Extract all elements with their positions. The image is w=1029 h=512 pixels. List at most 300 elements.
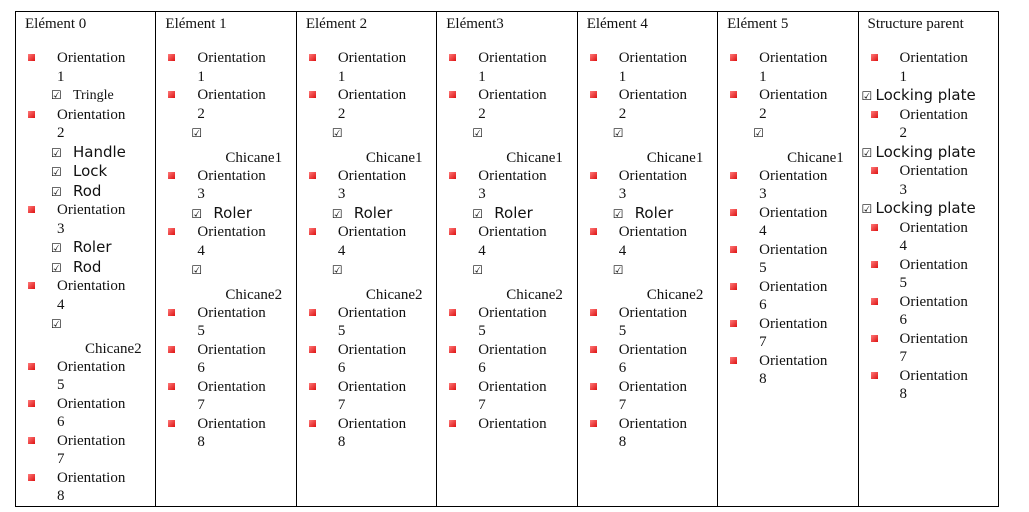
list-item <box>16 49 155 106</box>
orientation-number: 5 <box>197 323 205 339</box>
orientation-number: 8 <box>57 488 65 504</box>
orientation-number: 1 <box>759 68 767 85</box>
orientation-number: 5 <box>618 323 627 339</box>
bullet-icon <box>449 309 456 316</box>
orientation-number: 2 <box>899 125 908 141</box>
orientation-list <box>16 49 155 506</box>
orientation-label: Orientation <box>57 395 126 412</box>
component-item <box>51 86 155 106</box>
orientation-number: 2 <box>618 105 627 122</box>
orientation-number: 1 <box>197 68 205 85</box>
list-item <box>156 415 295 452</box>
orientation-number: 8 <box>197 434 205 450</box>
list-item <box>156 167 295 224</box>
component-item <box>191 260 295 280</box>
orientation-list <box>437 49 576 433</box>
orientation-label: Orientation <box>197 304 266 321</box>
list-item <box>718 167 857 204</box>
component-item <box>472 204 576 224</box>
list-item <box>578 415 717 452</box>
component-label: Rod <box>73 257 102 276</box>
chicane-label: Chicane1 <box>506 149 563 166</box>
bullet-icon <box>590 54 597 61</box>
component-item <box>862 143 998 163</box>
checkbox-icon[interactable]: ☑ <box>331 206 343 221</box>
bullet-icon <box>449 54 456 61</box>
bullet-icon <box>449 91 456 98</box>
component-list <box>331 123 436 143</box>
orientation-label: Orientation <box>618 224 688 240</box>
orientation-list <box>578 49 717 452</box>
orientation-number: 7 <box>197 397 205 413</box>
bullet-icon <box>590 91 597 98</box>
list-item <box>718 241 857 278</box>
list-item <box>156 304 295 341</box>
bullet-icon <box>871 224 878 231</box>
component-list <box>612 203 717 224</box>
list-item <box>437 304 576 341</box>
orientation-number: 6 <box>478 360 486 376</box>
orientation-label: Orientation <box>337 415 407 432</box>
column-header: Elément 2 <box>305 16 368 32</box>
list-item <box>16 201 155 277</box>
bullet-icon <box>871 54 878 61</box>
checkbox-icon[interactable]: ☑ <box>472 126 484 140</box>
bullet-icon <box>871 111 878 118</box>
component-label: Roler <box>73 238 112 256</box>
checkbox-icon[interactable]: ☑ <box>51 317 62 331</box>
orientation-number: 4 <box>478 242 486 259</box>
orientation-label: Orientation <box>337 341 407 358</box>
list-item <box>16 432 155 469</box>
list-item <box>859 293 998 330</box>
orientation-label: Orientation <box>57 432 126 449</box>
component-label: Tringle <box>73 88 114 103</box>
bullet-icon <box>28 437 35 444</box>
orientation-label: Orientation <box>57 469 126 486</box>
checkbox-icon[interactable]: ☑ <box>51 165 62 179</box>
bullet-icon <box>168 54 175 61</box>
orientation-label: Orientation <box>618 50 688 66</box>
orientation-label: Orientation <box>478 415 547 432</box>
list-item <box>437 223 576 304</box>
orientation-label: Orientation <box>197 167 266 184</box>
component-item <box>191 204 295 224</box>
column-1 <box>156 12 296 507</box>
column-header: Elément 1 <box>165 16 227 32</box>
orientation-number: 2 <box>197 105 205 122</box>
checkbox-icon[interactable]: ☑ <box>612 206 624 221</box>
component-item <box>332 204 436 224</box>
list-item <box>718 204 857 241</box>
list-item <box>859 162 998 219</box>
component-label: Rod <box>73 181 102 200</box>
orientation-list <box>859 49 998 404</box>
orientation-label: Orientation <box>197 224 266 240</box>
component-item <box>51 143 155 163</box>
orientation-number: 1 <box>899 68 908 85</box>
component-item <box>472 123 576 143</box>
component-item <box>51 314 155 334</box>
orientation-number: 3 <box>57 220 65 237</box>
orientation-number: 6 <box>618 360 627 376</box>
list-item <box>156 223 295 304</box>
list-item <box>718 278 857 315</box>
list-item <box>578 341 717 378</box>
component-list <box>51 142 155 202</box>
orientation-number: 6 <box>57 414 65 430</box>
orientation-number: 5 <box>337 323 346 339</box>
list-item <box>718 315 857 352</box>
component-item <box>191 123 295 143</box>
orientation-number: 3 <box>337 186 346 202</box>
orientation-number: 8 <box>759 371 767 387</box>
bullet-icon <box>730 357 737 364</box>
orientation-number: 3 <box>759 186 767 202</box>
orientation-label: Orientation <box>57 202 126 218</box>
orientation-label: Orientation <box>197 50 266 66</box>
chicane-label: Chicane2 <box>365 286 423 303</box>
component-list <box>861 199 998 219</box>
list-item <box>578 86 717 167</box>
chicane-label: Chicane2 <box>85 340 142 357</box>
list-item <box>437 341 576 378</box>
component-list <box>472 260 576 280</box>
bullet-icon <box>309 91 316 98</box>
orientation-number: 1 <box>337 68 346 85</box>
orientation-number: 3 <box>478 186 486 202</box>
orientation-label: Orientation <box>899 50 968 66</box>
orientation-list <box>156 49 295 452</box>
orientation-label: Orientation <box>337 224 407 240</box>
component-list <box>861 86 998 106</box>
orientation-label: Orientation <box>337 378 407 395</box>
bullet-icon <box>28 474 35 481</box>
bullet-icon <box>168 172 175 179</box>
orientation-label: Orientation <box>759 50 828 66</box>
list-item <box>16 106 155 202</box>
orientation-number: 3 <box>899 181 908 198</box>
component-list <box>472 123 576 143</box>
orientation-label: Orientation <box>899 256 968 273</box>
list-item <box>578 49 717 86</box>
component-list <box>612 260 717 280</box>
orientation-label: Orientation <box>899 106 968 123</box>
list-item <box>297 378 436 415</box>
column-header: Structure parent <box>867 16 964 32</box>
checkbox-icon[interactable]: ☑ <box>612 263 624 277</box>
component-label: Roler <box>213 203 252 222</box>
column-5 <box>718 12 858 507</box>
bullet-icon <box>590 383 597 390</box>
orientation-number: 7 <box>899 349 908 365</box>
component-list <box>472 203 576 224</box>
orientation-number: 7 <box>57 451 65 467</box>
component-list <box>612 123 717 143</box>
orientation-number: 6 <box>197 360 205 376</box>
orientation-label: Orientation <box>618 304 688 321</box>
orientation-label: Orientation <box>478 50 547 66</box>
list-item <box>578 378 717 415</box>
orientation-number: 8 <box>618 434 627 450</box>
component-list <box>191 203 295 224</box>
component-item <box>613 260 717 280</box>
orientation-number: 5 <box>478 323 486 339</box>
component-list <box>331 203 436 224</box>
bullet-icon <box>730 91 737 98</box>
orientation-label: Orientation <box>899 219 968 236</box>
orientation-label: Orientation <box>478 378 547 395</box>
bullet-icon <box>449 383 456 390</box>
orientation-label: Orientation <box>337 304 407 321</box>
orientation-label: Orientation <box>197 341 266 358</box>
chicane-label: Chicane2 <box>506 286 563 303</box>
list-item <box>156 378 295 415</box>
orientation-label: Orientation <box>57 106 126 123</box>
list-item <box>16 277 155 358</box>
orientation-label: Orientation <box>899 367 968 384</box>
orientation-number: 1 <box>57 68 65 85</box>
orientation-label: Orientation <box>618 87 688 103</box>
checkbox-icon[interactable]: ☑ <box>861 145 873 160</box>
orientation-number: 4 <box>57 296 65 313</box>
bullet-icon <box>28 363 35 370</box>
orientation-number: 6 <box>899 312 908 328</box>
list-item <box>578 167 717 224</box>
orientation-number: 2 <box>759 105 767 122</box>
checkbox-icon[interactable]: ☑ <box>753 126 764 140</box>
bullet-icon <box>309 346 316 353</box>
orientation-label: Orientation <box>337 87 407 103</box>
checkbox-icon[interactable]: ☑ <box>191 126 203 140</box>
list-item <box>859 106 998 163</box>
orientation-number: 2 <box>478 105 486 122</box>
orientation-label: Orientation <box>759 87 828 103</box>
list-item <box>156 86 295 167</box>
bullet-icon <box>309 172 316 179</box>
orientation-number: 5 <box>57 377 65 393</box>
bullet-icon <box>449 346 456 353</box>
orientation-label: Orientation <box>197 415 266 432</box>
component-item <box>613 204 717 224</box>
component-list <box>861 142 998 163</box>
bullet-icon <box>730 320 737 327</box>
orientation-label: Orientation <box>478 224 547 240</box>
component-label: Locking plate <box>875 199 976 217</box>
orientation-label: Orientation <box>618 415 688 432</box>
component-list <box>331 260 436 280</box>
orientation-label: Orientation <box>57 50 126 66</box>
checkbox-icon[interactable]: ☑ <box>331 263 343 277</box>
checkbox-icon[interactable]: ☑ <box>861 202 873 216</box>
orientation-number: 8 <box>899 386 908 402</box>
bullet-icon <box>28 206 35 213</box>
list-item <box>437 415 576 434</box>
list-item <box>859 330 998 367</box>
orientation-number: 2 <box>57 125 65 141</box>
list-item <box>718 86 857 167</box>
bullet-icon <box>730 246 737 253</box>
orientation-label: Orientation <box>478 304 547 321</box>
orientation-label: Orientation <box>759 315 828 332</box>
bullet-icon <box>590 420 597 427</box>
orientation-label: Orientation <box>337 50 407 66</box>
component-item <box>332 260 436 280</box>
list-item <box>437 86 576 167</box>
orientation-label: Orientation <box>478 341 547 358</box>
orientation-number: 5 <box>899 275 908 291</box>
bullet-icon <box>309 383 316 390</box>
bullet-icon <box>309 228 316 235</box>
bullet-icon <box>730 283 737 290</box>
component-label: Handle <box>73 142 126 161</box>
list-item <box>437 49 576 86</box>
component-label: Roler <box>494 203 533 222</box>
element-table <box>15 11 999 507</box>
component-item <box>332 123 436 143</box>
orientation-number: 4 <box>197 242 205 259</box>
component-label: Locking plate <box>875 142 976 161</box>
component-label: Locking plate <box>875 86 976 104</box>
component-item <box>472 260 576 280</box>
list-item <box>297 415 436 452</box>
orientation-number: 1 <box>618 68 627 85</box>
chicane-label: Chicane1 <box>787 149 844 166</box>
orientation-label: Orientation <box>478 87 547 103</box>
component-label: Roler <box>634 203 674 222</box>
column-0 <box>16 12 156 507</box>
orientation-number: 7 <box>759 334 767 350</box>
list-item <box>297 341 436 378</box>
orientation-label: Orientation <box>618 378 688 395</box>
orientation-label: Orientation <box>197 378 266 395</box>
checkbox-icon[interactable]: ☑ <box>51 260 62 275</box>
bullet-icon <box>730 54 737 61</box>
bullet-icon <box>28 111 35 118</box>
checkbox-icon[interactable]: ☑ <box>191 206 203 221</box>
checkbox-icon[interactable]: ☑ <box>612 126 624 140</box>
component-item <box>613 123 717 143</box>
orientation-label: Orientation <box>899 293 968 310</box>
list-item <box>297 223 436 304</box>
bullet-icon <box>871 167 878 174</box>
orientation-label: Orientation <box>759 241 828 258</box>
column-3 <box>437 12 577 507</box>
component-item <box>51 238 155 258</box>
list-item <box>297 49 436 86</box>
bullet-icon <box>590 309 597 316</box>
orientation-list <box>297 49 436 452</box>
list-item <box>718 352 857 389</box>
list-item <box>156 49 295 86</box>
bullet-icon <box>28 54 35 61</box>
list-item <box>718 49 857 86</box>
checkbox-icon[interactable]: ☑ <box>51 184 62 199</box>
table-row <box>16 12 999 507</box>
list-item <box>437 167 576 224</box>
orientation-label: Orientation <box>899 330 968 347</box>
orientation-label: Orientation <box>337 167 407 184</box>
chicane-label: Chicane1 <box>365 149 423 166</box>
checkbox-icon[interactable]: ☑ <box>472 263 484 277</box>
list-item <box>859 49 998 106</box>
component-item <box>51 162 155 182</box>
column-4 <box>577 12 717 507</box>
orientation-label: Orientation <box>759 352 828 369</box>
component-list <box>191 123 295 143</box>
orientation-number: 6 <box>759 297 767 313</box>
list-item <box>297 167 436 224</box>
bullet-icon <box>28 282 35 289</box>
checkbox-icon[interactable]: ☑ <box>861 89 873 103</box>
chicane-label: Chicane2 <box>646 286 704 303</box>
component-list <box>51 314 155 334</box>
bullet-icon <box>449 172 456 179</box>
orientation-label: Orientation <box>57 278 126 294</box>
orientation-number: 8 <box>337 434 346 450</box>
bullet-icon <box>168 346 175 353</box>
component-list <box>753 123 857 143</box>
column-header: Elément3 <box>446 16 504 32</box>
bullet-icon <box>871 335 878 342</box>
checkbox-icon[interactable]: ☑ <box>331 126 343 140</box>
list-item <box>859 256 998 293</box>
component-item <box>753 123 857 143</box>
orientation-number: 4 <box>618 242 627 259</box>
list-item <box>437 378 576 415</box>
bullet-icon <box>590 172 597 179</box>
checkbox-icon[interactable]: ☑ <box>51 88 62 102</box>
component-item <box>862 86 998 106</box>
bullet-icon <box>871 261 878 268</box>
bullet-icon <box>590 346 597 353</box>
orientation-label: Orientation <box>478 167 547 184</box>
bullet-icon <box>590 228 597 235</box>
bullet-icon <box>309 309 316 316</box>
bullet-icon <box>871 372 878 379</box>
orientation-number: 4 <box>337 242 346 259</box>
list-item <box>16 469 155 506</box>
component-label: Roler <box>353 203 393 222</box>
column-header: Elément 4 <box>586 16 648 32</box>
checkbox-icon[interactable]: ☑ <box>51 145 62 160</box>
component-item <box>51 182 155 202</box>
bullet-icon <box>730 172 737 179</box>
orientation-label: Orientation <box>618 341 688 358</box>
chicane-label: Chicane1 <box>646 149 704 166</box>
checkbox-icon[interactable]: ☑ <box>472 206 484 221</box>
bullet-icon <box>168 228 175 235</box>
orientation-number: 7 <box>618 397 627 413</box>
orientation-label: Orientation <box>899 163 968 179</box>
checkbox-icon[interactable]: ☑ <box>191 263 203 277</box>
orientation-number: 7 <box>478 397 486 413</box>
component-item <box>862 199 998 219</box>
column-6 <box>858 12 998 507</box>
orientation-number: 3 <box>618 186 627 202</box>
orientation-number: 1 <box>478 68 486 85</box>
bullet-icon <box>168 420 175 427</box>
orientation-label: Orientation <box>759 278 828 295</box>
bullet-icon <box>168 91 175 98</box>
orientation-number: 7 <box>337 397 346 413</box>
bullet-icon <box>28 400 35 407</box>
list-item <box>859 367 998 404</box>
checkbox-icon[interactable]: ☑ <box>51 241 62 255</box>
component-list <box>191 260 295 280</box>
column-header: Elément 5 <box>727 16 789 32</box>
list-item <box>16 395 155 432</box>
